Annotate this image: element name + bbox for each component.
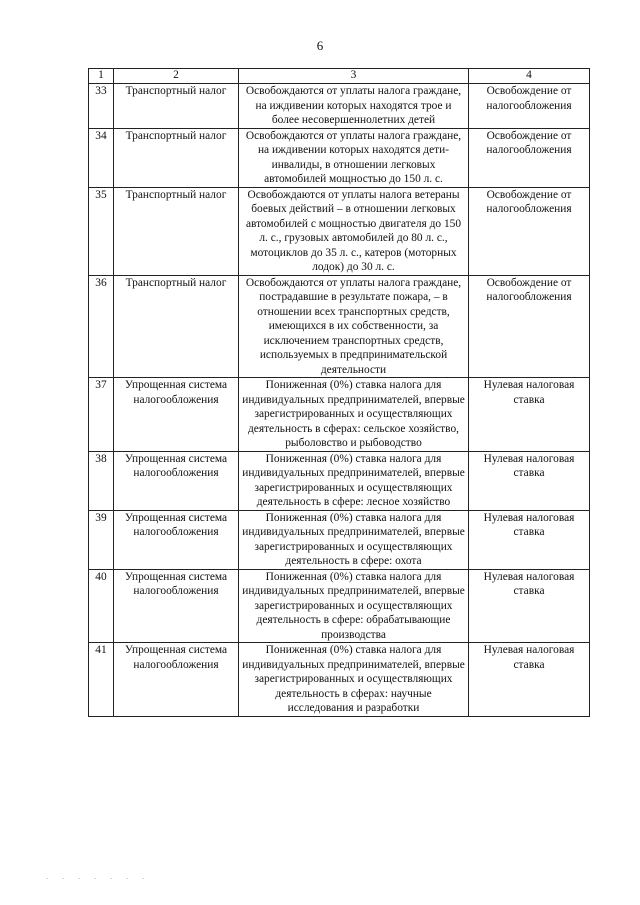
benefit-description: Пониженная (0%) ставка налога для индивидуальных предпринимателей, впервые зарегистрированных и осуществляющих деятельность в сферах: научные исследования и разработки xyxy=(239,643,469,717)
benefit-type: Нулевая налоговая ставка xyxy=(469,510,590,569)
benefit-description: Освобождаются от уплаты налога ветераны боевых действий – в отношении легковых автомобилей с мощностью двигателя до 150 л. с., грузовых автомобилей до 80 л. с., мотоциклов до 35 л. с., катеров (моторных лодок) до 30 л. с. xyxy=(239,187,469,275)
header-col-1: 1 xyxy=(89,69,114,84)
row-number: 41 xyxy=(89,643,114,717)
table-row xyxy=(89,643,590,717)
table-row xyxy=(89,275,590,378)
tax-name: Упрощенная система налогообложения xyxy=(114,510,239,569)
benefit-type: Освобождение от налогообложения xyxy=(469,275,590,378)
benefit-description: Пониженная (0%) ставка налога для индивидуальных предпринимателей, впервые зарегистрированных и осуществляющих деятельность в сфере: лесное хозяйство xyxy=(239,451,469,510)
benefit-description: Освобождаются от уплаты налога граждане, пострадавшие в результате пожара, – в отношении всех транспортных средств, имеющихся в их собственности, за исключением транспортных средств, используемых в предпринимательской деятельности xyxy=(239,275,469,378)
row-number: 34 xyxy=(89,128,114,187)
row-number: 38 xyxy=(89,451,114,510)
tax-name: Транспортный налог xyxy=(114,84,239,129)
tax-name: Упрощенная система налогообложения xyxy=(114,643,239,717)
table-row xyxy=(89,128,590,187)
row-number: 35 xyxy=(89,187,114,275)
table-header-row xyxy=(89,69,590,84)
tax-name: Упрощенная система налогообложения xyxy=(114,378,239,452)
table-row xyxy=(89,84,590,129)
row-number: 39 xyxy=(89,510,114,569)
table-row xyxy=(89,510,590,569)
tax-name: Упрощенная система налогообложения xyxy=(114,569,239,643)
row-number: 40 xyxy=(89,569,114,643)
benefit-type: Освобождение от налогообложения xyxy=(469,84,590,129)
benefit-type: Освобождение от налогообложения xyxy=(469,187,590,275)
table-row xyxy=(89,378,590,452)
header-col-3: 3 xyxy=(239,69,469,84)
table-row xyxy=(89,569,590,643)
table-row xyxy=(89,187,590,275)
tax-name: Транспортный налог xyxy=(114,128,239,187)
tax-name: Транспортный налог xyxy=(114,187,239,275)
benefit-description: Пониженная (0%) ставка налога для индивидуальных предпринимателей, впервые зарегистрированных и осуществляющих деятельность в сфере: охота xyxy=(239,510,469,569)
row-number: 37 xyxy=(89,378,114,452)
row-number: 33 xyxy=(89,84,114,129)
benefit-type: Нулевая налоговая ставка xyxy=(469,643,590,717)
scan-artifact-marks: . . . . . . . xyxy=(46,872,150,881)
header-col-4: 4 xyxy=(469,69,590,84)
benefit-type: Нулевая налоговая ставка xyxy=(469,569,590,643)
benefit-type: Нулевая налоговая ставка xyxy=(469,378,590,452)
header-col-2: 2 xyxy=(114,69,239,84)
tax-name: Упрощенная система налогообложения xyxy=(114,451,239,510)
benefit-type: Нулевая налоговая ставка xyxy=(469,451,590,510)
benefit-description: Пониженная (0%) ставка налога для индивидуальных предпринимателей, впервые зарегистрированных и осуществляющих деятельность в сфере: обрабатывающие производства xyxy=(239,569,469,643)
benefit-description: Освобождаются от уплаты налога граждане, на иждивении которых находятся дети-инвалиды, в отношении легковых автомобилей мощностью до 150 л. с. xyxy=(239,128,469,187)
tax-name: Транспортный налог xyxy=(114,275,239,378)
page-number: 6 xyxy=(316,38,324,53)
row-number: 36 xyxy=(89,275,114,378)
tax-benefits-table xyxy=(88,68,590,717)
benefit-description: Освобождаются от уплаты налога граждане, на иждивении которых находятся трое и более несовершеннолетних детей xyxy=(239,84,469,129)
benefit-description: Пониженная (0%) ставка налога для индивидуальных предпринимателей, впервые зарегистрированных и осуществляющих деятельность в сферах: сельское хозяйство, рыболовство и рыбоводство xyxy=(239,378,469,452)
benefit-type: Освобождение от налогообложения xyxy=(469,128,590,187)
table-row xyxy=(89,451,590,510)
